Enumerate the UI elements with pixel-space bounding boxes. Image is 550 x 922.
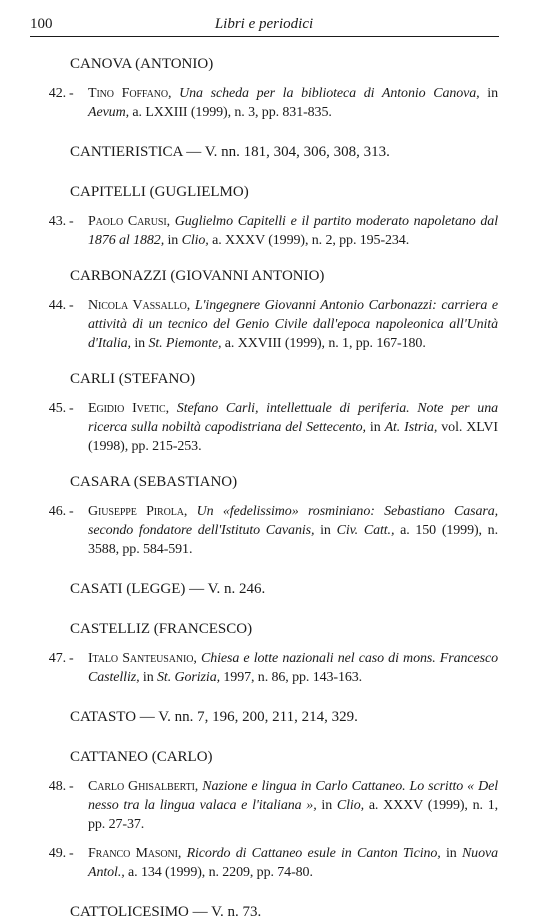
cross-reference: CATTOLICESIMO — V. n. 73.	[70, 904, 262, 920]
entry-title: Guglielmo Capitelli e il partito moderato napoletano dal 1876 al 1882,	[88, 214, 499, 248]
bibliography-list	[38, 54, 498, 922]
entry-number: 47.	[48, 651, 66, 666]
subject-heading: CASTELLIZ (FRANCESCO)	[70, 621, 253, 637]
entry-journal: St. Piemonte,	[148, 336, 222, 351]
entry-title: Nazione e lingua in Carlo Cattaneo. Lo scritto « Del nesso tra la lingua valaca e l'italiana »,	[88, 779, 498, 813]
bibliography-entry: 47. - Italo Santeusanio, Chiesa e lotte nazionali nel caso di mons. Francesco Castelliz, in St. Gorizia, 1997, n. 86, pp. 143-163.	[38, 649, 498, 687]
bibliography-entry: 46. - Giuseppe Pirola, Un «fedelissimo» rosminiano: Sebastiano Casara, secondo fondatore dell'Istituto Cavanis, in Civ. Catt., a. 150 (1999), n. 3588, pp. 584-591.	[38, 502, 498, 559]
entry-title: L'ingegnere Giovanni Antonio Carbonazzi: carriera e attività di un tecnico del Genio Civile dall'epoca napoleonica all'Unità d'Italia,	[88, 298, 498, 351]
entry-citation: 1997, n. 86, pp. 143-163.	[220, 670, 363, 685]
entry-author: Egidio Ivetic,	[88, 401, 169, 416]
entry-citation: a. XXVIII (1999), n. 1, pp. 167-180.	[221, 336, 426, 351]
entry-author: Italo Santeusanio,	[88, 651, 197, 666]
entry-citation: a. XXXV (1999), n. 2, pp. 195-234.	[208, 233, 410, 248]
entry-citation: vol. XLVI (1998), pp. 215-253.	[88, 420, 498, 454]
entry-number: 42.	[48, 86, 66, 101]
entry-author: Paolo Carusi,	[88, 214, 170, 229]
entry-title: Un «fedelissimo» rosminiano: Sebastiano Casara, secondo fondatore dell'Istituto Cavanis,	[88, 504, 498, 538]
entry-author: Franco Masoni,	[88, 846, 182, 861]
entry-author: Giuseppe Pirola,	[88, 504, 188, 519]
subject-heading: CARBONAZZI (GIOVANNI ANTONIO)	[70, 268, 325, 284]
entry-journal: St. Gorizia,	[157, 670, 220, 685]
entry-number: 44.	[48, 298, 66, 313]
entry-journal: Aevum,	[88, 105, 129, 120]
entry-citation: a. LXXIII (1999), n. 3, pp. 831-835.	[129, 105, 332, 120]
entry-citation: a. 134 (1999), n. 2209, pp. 74-80.	[124, 865, 313, 880]
entry-journal: Clio,	[336, 798, 365, 813]
cross-reference: CATASTO — V. nn. 7, 196, 200, 211, 214, 329.	[70, 709, 358, 725]
entry-citation: a. XXXV (1999), n. 1, pp. 27-37.	[88, 798, 499, 832]
entry-number: 48.	[48, 779, 66, 794]
entry-journal: Clio,	[181, 233, 209, 248]
entry-number: 45.	[48, 401, 66, 416]
page-header	[30, 16, 498, 38]
subject-heading: CAPITELLI (GUGLIELMO)	[70, 184, 249, 200]
bibliography-entry: 48. - Carlo Ghisalberti, Nazione e lingua in Carlo Cattaneo. Lo scritto « Del nesso tra la lingua valaca e l'italiana », in Clio, a. XXXV (1999), n. 1, pp. 27-37.	[38, 777, 498, 834]
bibliography-entry: 42. - Tino Foffano, Una scheda per la biblioteca di Antonio Canova, in Aevum, a. LXXIII (1999), n. 3, pp. 831-835.	[38, 84, 498, 122]
entry-journal: At. Istria,	[384, 420, 438, 435]
entry-author: Tino Foffano,	[88, 86, 172, 101]
bibliography-entry: 43. - Paolo Carusi, Guglielmo Capitelli e il partito moderato napoletano dal 1876 al 1882, in Clio, a. XXXV (1999), n. 2, pp. 195-234.	[38, 212, 498, 250]
bibliography-entry: 49. - Franco Masoni, Ricordo di Cattaneo esule in Canton Ticino, in Nuova Antol., a. 134 (1999), n. 2209, pp. 74-80.	[38, 844, 498, 882]
subject-heading: CASARA (SEBASTIANO)	[70, 474, 238, 490]
entry-author: Nicola Vassallo,	[88, 298, 191, 313]
entry-citation: a. 150 (1999), n. 3588, pp. 584-591.	[88, 523, 498, 557]
entry-journal: Nuova Antol.,	[88, 846, 498, 880]
entry-number: 43.	[48, 214, 66, 229]
entry-author: Carlo Ghisalberti,	[88, 779, 199, 794]
subject-heading: CARLI (STEFANO)	[70, 371, 196, 387]
running-title: Libri e periodici	[214, 16, 314, 32]
cross-reference: CASATI (LEGGE) — V. n. 246.	[70, 581, 266, 597]
entry-title: Ricordo di Cattaneo esule in Canton Ticino,	[186, 846, 441, 861]
entry-title: Stefano Carli, intellettuale di periferia. Note per una ricerca sulla nobiltà capodistriana del Settecento,	[88, 401, 499, 435]
header-rule	[30, 36, 499, 37]
subject-heading: CANOVA (ANTONIO)	[70, 56, 214, 72]
cross-reference: CANTIERISTICA — V. nn. 181, 304, 306, 308, 313.	[70, 144, 390, 160]
entry-number: 49.	[48, 846, 66, 861]
entry-number: 46.	[48, 504, 66, 519]
entry-journal: Civ. Catt.,	[336, 523, 395, 538]
subject-heading: CATTANEO (CARLO)	[70, 749, 213, 765]
bibliography-entry: 45. - Egidio Ivetic, Stefano Carli, intellettuale di periferia. Note per una ricerca sulla nobiltà capodistriana del Settecento, in At. Istria, vol. XLVI (1998), pp. 215-253.	[38, 399, 498, 456]
page-number: 100	[30, 16, 53, 32]
entry-title: Chiesa e lotte nazionali nel caso di mons. Francesco Castelliz,	[88, 651, 498, 685]
entry-title: Una scheda per la biblioteca di Antonio Canova,	[179, 86, 480, 101]
bibliography-entry: 44. - Nicola Vassallo, L'ingegnere Giovanni Antonio Carbonazzi: carriera e attività di un tecnico del Genio Civile dall'epoca napoleonica all'Unità d'Italia, in St. Piemonte, a. XXVIII (1999), n. 1, pp. 167-180.	[38, 296, 498, 353]
